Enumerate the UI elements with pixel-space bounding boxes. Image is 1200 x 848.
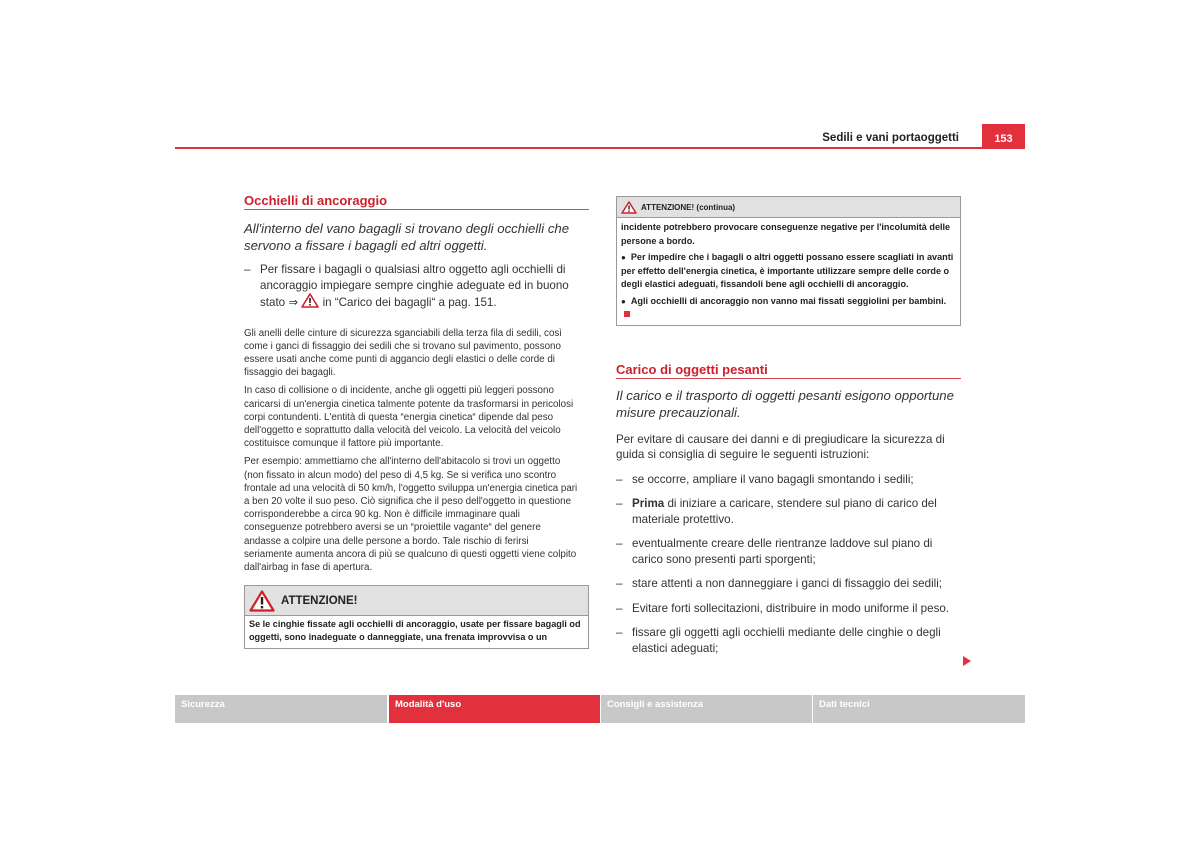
header-rule bbox=[175, 147, 1025, 149]
list-item-bold: Prima bbox=[632, 497, 665, 510]
list-item bbox=[616, 601, 961, 617]
continue-arrow-icon[interactable] bbox=[962, 654, 972, 666]
list-item-text: Evitare forti sollecitazioni, distribuire in modo uniforme il peso. bbox=[632, 601, 950, 615]
warning-header bbox=[245, 586, 588, 616]
list-item-text: eventualmente creare delle rientranze laddove sul piano di carico sono presenti parti sporgenti; bbox=[632, 537, 933, 566]
warning-bullet-text: Agli occhielli di ancoraggio non vanno mai fissati seggiolini per bambini. bbox=[630, 295, 947, 306]
left-column bbox=[244, 193, 589, 649]
list-item-text: stare attenti a non danneggiare i ganci di fissaggio dei sedili; bbox=[632, 577, 943, 590]
warning-text: Se le cinghie fissate agli occhielli di ancoraggio, usate per fissare bagagli od oggetti, sono inadeguate o danneggiate, una frenata improvvisa o un bbox=[249, 619, 581, 643]
section-heading-anchoring: Occhielli di ancoraggio bbox=[244, 193, 589, 210]
warning-bullet bbox=[621, 251, 956, 292]
list-item bbox=[616, 576, 961, 592]
dash-mark: – bbox=[616, 497, 623, 510]
warning-box bbox=[244, 585, 589, 648]
end-marker-icon bbox=[624, 311, 630, 317]
footer-tab-technical-data[interactable]: Dati tecnici bbox=[813, 695, 1025, 723]
instruction-list bbox=[244, 262, 589, 313]
page-reference-link[interactable]: in “Carico dei bagagli“ a pag. 151. bbox=[322, 296, 497, 309]
reference-arrow: ⇒ bbox=[288, 296, 299, 309]
bullet-dot: ● bbox=[621, 296, 626, 306]
intro-paragraph: Per evitare di causare dei danni e di pregiudicare la sicurezza di guida si consiglia di seguire le seguenti istruzioni: bbox=[616, 432, 945, 461]
warning-body bbox=[617, 218, 960, 325]
warning-title: ATTENZIONE! (continua) bbox=[641, 202, 736, 212]
paragraph: Gli anelli delle cinture di sicurezza sganciabili della terza fila di sedili, così come i ganci di fissaggio dei sedili che si trovano sul pavimento, possono essere usati anche come punti di aggancio degli elastici o delle corde di fissaggio dei bagagli. bbox=[244, 327, 563, 379]
warning-bullet bbox=[621, 295, 956, 322]
right-column bbox=[616, 196, 961, 656]
warning-title: ATTENZIONE! bbox=[281, 594, 358, 607]
lead-text: All'interno del vano bagagli si trovano degli occhielli che servono a fissare i bagagli ed altri oggetti. bbox=[244, 221, 570, 253]
warning-bullet-text: Per impedire che i bagagli o altri oggetti possano essere scagliati in avanti per effetto dell'energia cinetica, è importante utilizzare sempre delle corde o degli elastici adeguati, fissandoli bene agli occhielli di ancoraggio. bbox=[621, 252, 954, 289]
dash-mark: – bbox=[616, 472, 623, 486]
running-title: Sedili e vani portaoggetti bbox=[822, 132, 959, 144]
list-item bbox=[616, 496, 961, 527]
paragraph: In caso di collisione o di incidente, anche gli oggetti più leggeri possono caricarsi di un'energia cinetica talmente potente da trasformarsi in pericolosi corpi contundenti. L'entità di questa “energia cinetica“ dipende dal peso dell'oggetto e soprattutto dalla velocità del veicolo. La velocità del veicolo costituisce comunque il fattore più importante. bbox=[244, 385, 574, 450]
list-item-text: fissare gli oggetti agli occhielli mediante delle cinghie o degli elastici adeguati; bbox=[632, 626, 941, 655]
footer-tab-safety[interactable]: Sicurezza bbox=[175, 695, 387, 723]
bullet-text: Per fissare i bagagli o qualsiasi altro oggetto agli occhielli di ancoraggio impiegare sempre cinghie adeguate ed in buono stato bbox=[260, 263, 569, 309]
list-item bbox=[244, 262, 589, 313]
section-heading-heavy-loads: Carico di oggetti pesanti bbox=[616, 362, 961, 379]
dash-mark: – bbox=[616, 537, 623, 550]
warning-triangle-icon bbox=[301, 293, 319, 313]
footer-tab-advice[interactable]: Consigli e assistenza bbox=[601, 695, 812, 723]
bullet-dot: ● bbox=[621, 253, 626, 262]
warning-triangle-icon bbox=[621, 201, 637, 214]
warning-box-continued bbox=[616, 196, 961, 326]
instruction-list bbox=[616, 472, 961, 657]
dash-mark: – bbox=[244, 263, 251, 276]
page-number: 153 bbox=[982, 124, 1025, 148]
list-item-text: di iniziare a caricare, stendere sul piano di carico del materiale protettivo. bbox=[632, 497, 937, 526]
warning-text: incidente potrebbero provocare conseguenze negative per l'incolumità delle persone a bordo. bbox=[621, 222, 951, 246]
list-item bbox=[616, 625, 961, 656]
lead-text: Il carico e il trasporto di oggetti pesanti esigono opportune misure precauzionali. bbox=[616, 387, 954, 420]
paragraph: Per esempio: ammettiamo che all'interno dell'abitacolo si trovi un oggetto (non fissato in alcun modo) del peso di 4,5 kg. Se si verifica uno scontro frontale ad una velocità di 50 km/h, l'oggetto sviluppa un'energia cinetica pari a ben 20 volte il suo peso. Ciò significa che il peso dell'oggetto in questione corrisponderebbe a circa 90 kg. Non è difficile immaginare quali conseguenze potrebbero aversi se un “proiettile vagante“ del genere andasse a colpire una delle persone a bordo. Tale rischio di ferirsi seriamente aumenta ancora di più se qualcuno di questi oggetti viene colpito dall'airbag in fase di apertura. bbox=[244, 456, 578, 573]
dash-mark: – bbox=[616, 601, 623, 615]
warning-header bbox=[617, 197, 960, 218]
warning-triangle-icon bbox=[249, 590, 275, 612]
footer-tab-operation[interactable]: Modalità d'uso bbox=[389, 695, 600, 723]
list-item-text: se occorre, ampliare il vano bagagli smontando i sedili; bbox=[632, 472, 914, 486]
list-item bbox=[616, 536, 961, 567]
dash-mark: – bbox=[616, 626, 623, 639]
list-item bbox=[616, 472, 961, 488]
dash-mark: – bbox=[616, 577, 623, 590]
